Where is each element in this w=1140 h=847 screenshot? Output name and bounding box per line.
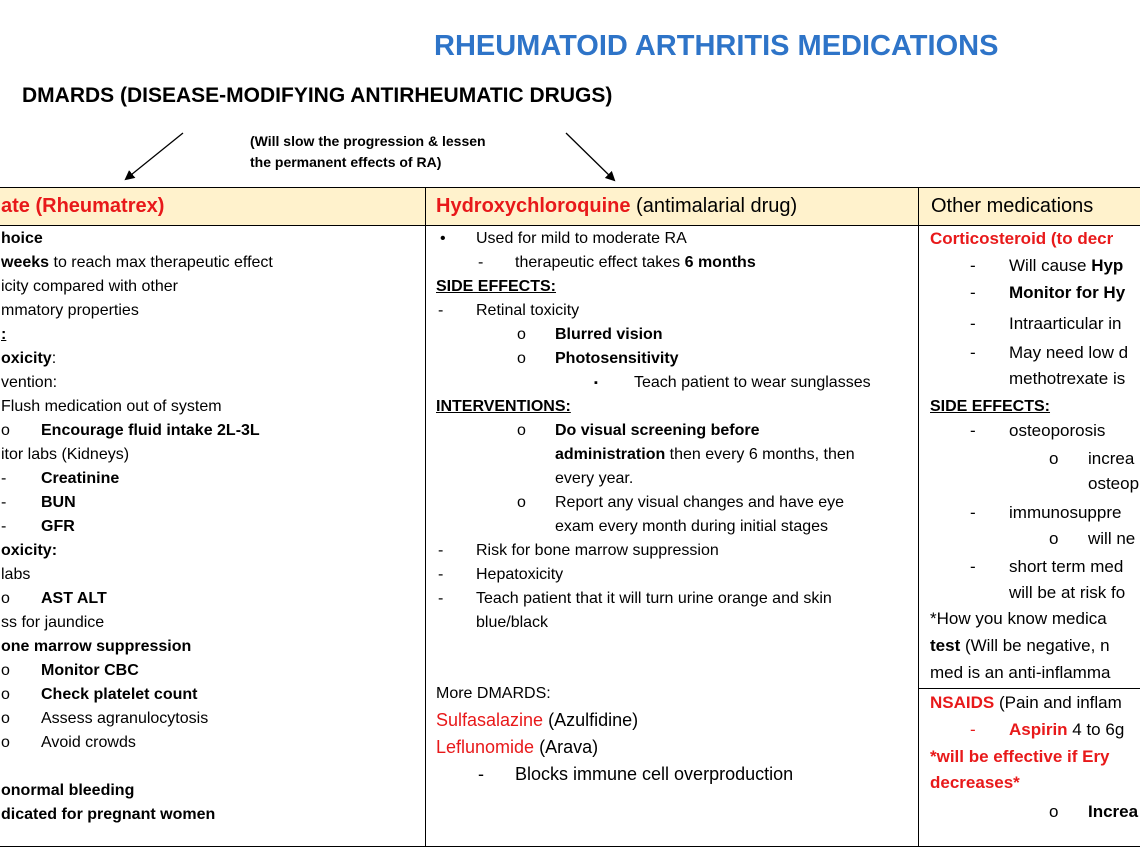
text-line: osteoporosis [1009, 420, 1105, 442]
note-line-2: the permanent effects of RA) [250, 152, 486, 173]
text-line: every year. [555, 468, 633, 490]
methotrexate-cell [0, 226, 426, 847]
bullet: o [1049, 528, 1058, 550]
bullet: - [1, 468, 6, 490]
bullet: o [1049, 801, 1058, 823]
text-line: Creatinine [41, 468, 119, 490]
bullet: - [970, 420, 976, 442]
text-line: Sulfasalazine (Azulfidine) [436, 708, 638, 732]
text-line: Blurred vision [555, 324, 663, 346]
medications-table [0, 187, 1140, 847]
text-line: Assess agranulocytosis [41, 708, 208, 730]
text-line: mmatory properties [1, 300, 139, 322]
bullet: - [1, 516, 6, 538]
text-line: *How you know medica [930, 608, 1107, 630]
text-line: oxicity: [1, 540, 57, 562]
text-line: Photosensitivity [555, 348, 679, 370]
text-line: May need low d [1009, 342, 1128, 364]
bullet: o [1, 588, 10, 610]
text-line: blue/black [476, 612, 548, 634]
right-arrow [566, 133, 614, 180]
text-line: *will be effective if Ery [930, 746, 1110, 768]
bullet: ▪ [594, 372, 598, 394]
bullet: o [517, 324, 526, 346]
bullet: - [1, 492, 6, 514]
hydroxychloroquine-cell [426, 226, 919, 847]
bullet: - [970, 313, 976, 335]
text-line: Teach patient that it will turn urine orange and skin [476, 588, 832, 610]
text-line: BUN [41, 492, 76, 514]
hydroxychloroquine-title: Hydroxychloroquine [426, 195, 630, 217]
text-line: therapeutic effect takes 6 months [515, 252, 756, 274]
text-line: Will cause Hyp [1009, 255, 1123, 277]
text-line: itor labs (Kidneys) [1, 444, 129, 466]
bullet: o [1049, 448, 1058, 470]
text-line: Do visual screening before [555, 420, 760, 442]
bullet: o [517, 348, 526, 370]
text-line: Check platelet count [41, 684, 197, 706]
text-line: will be at risk fo [1009, 582, 1125, 604]
text-line: Risk for bone marrow suppression [476, 540, 719, 562]
text-line: methotrexate is [1009, 368, 1125, 390]
text-line: Intraarticular in [1009, 313, 1121, 335]
other-medications-title: Other medications [919, 195, 1093, 217]
text-line: Monitor CBC [41, 660, 139, 682]
bullet: - [970, 719, 976, 741]
text-line: : [1, 324, 6, 346]
bullet: o [1, 420, 10, 442]
methotrexate-title: ate (Rheumatrex) [0, 195, 164, 217]
bullet: o [517, 420, 526, 442]
bullet: - [478, 762, 484, 786]
text-line: Avoid crowds [41, 732, 136, 754]
text-line: dicated for pregnant women [1, 804, 215, 826]
side-effects-heading: SIDE EFFECTS: [436, 276, 556, 298]
text-line: Blocks immune cell overproduction [515, 762, 793, 786]
bullet: - [438, 588, 443, 610]
hydroxychloroquine-header [426, 188, 919, 226]
text-line: Report any visual changes and have eye [555, 492, 844, 514]
bullet: • [440, 228, 446, 250]
text-line: Leflunomide (Arava) [436, 735, 598, 759]
text-line: weeks to reach max therapeutic effect [1, 252, 273, 274]
bullet: o [1, 660, 10, 682]
bullet: - [970, 282, 976, 304]
interventions-heading: INTERVENTIONS: [436, 396, 571, 418]
bullet: o [517, 492, 526, 514]
bullet: o [1, 732, 10, 754]
text-line: Used for mild to moderate RA [476, 228, 687, 250]
text-line: osteop [1088, 473, 1139, 495]
section-subtitle: DMARDS (DISEASE-MODIFYING ANTIRHEUMATIC DRUGS) [22, 84, 612, 108]
text-line: hoice [1, 228, 43, 250]
bullet: - [970, 255, 976, 277]
other-medications-header [919, 188, 1140, 226]
more-dmards-heading: More DMARDS: [436, 683, 551, 705]
left-arrow [126, 133, 183, 179]
text-line: Flush medication out of system [1, 396, 222, 418]
text-line: med is an anti-inflamma [930, 662, 1110, 684]
bullet: - [478, 252, 483, 274]
text-line: one marrow suppression [1, 636, 191, 658]
text-line: test (Will be negative, n [930, 635, 1110, 657]
bullet: - [438, 300, 443, 322]
text-line: ss for jaundice [1, 612, 104, 634]
bullet: - [970, 556, 976, 578]
nsaids-divider [919, 688, 1140, 689]
page-title: RHEUMATOID ARTHRITIS MEDICATIONS [434, 30, 998, 63]
text-line: administration then every 6 months, then [555, 444, 855, 466]
text-line: Retinal toxicity [476, 300, 579, 322]
text-line: GFR [41, 516, 75, 538]
text-line: immunosuppre [1009, 502, 1121, 524]
text-line: Aspirin 4 to 6g [1009, 719, 1124, 741]
text-line: labs [1, 564, 30, 586]
text-line: Increa [1088, 801, 1138, 823]
text-line: icity compared with other [1, 276, 178, 298]
text-line: onormal bleeding [1, 780, 134, 802]
text-line: short term med [1009, 556, 1123, 578]
text-line: AST ALT [41, 588, 107, 610]
note-line-1: (Will slow the progression & lessen [250, 131, 486, 152]
text-line: Corticosteroid (to decr [930, 228, 1113, 250]
text-line: NSAIDS (Pain and inflam [930, 692, 1122, 714]
methotrexate-header [0, 188, 426, 226]
text-line: Monitor for Hy [1009, 282, 1125, 304]
text-line: oxicity: [1, 348, 56, 370]
text-line: Encourage fluid intake 2L-3L [41, 420, 260, 442]
text-line: vention: [1, 372, 57, 394]
pointer-arrows [0, 0, 1140, 200]
other-medications-cell [919, 226, 1140, 847]
bullet: o [1, 708, 10, 730]
bullet: - [970, 502, 976, 524]
text-line: Hepatoxicity [476, 564, 563, 586]
bullet: - [970, 342, 976, 364]
text-line: exam every month during initial stages [555, 516, 828, 538]
bullet: - [438, 540, 443, 562]
text-line: will ne [1088, 528, 1135, 550]
text-line: Teach patient to wear sunglasses [634, 372, 871, 394]
bullet: o [1, 684, 10, 706]
hydroxychloroquine-type: (antimalarial drug) [630, 195, 797, 217]
bullet: - [438, 564, 443, 586]
side-effects-heading: SIDE EFFECTS: [930, 396, 1050, 418]
text-line: increa [1088, 448, 1134, 470]
text-line: decreases* [930, 772, 1020, 794]
